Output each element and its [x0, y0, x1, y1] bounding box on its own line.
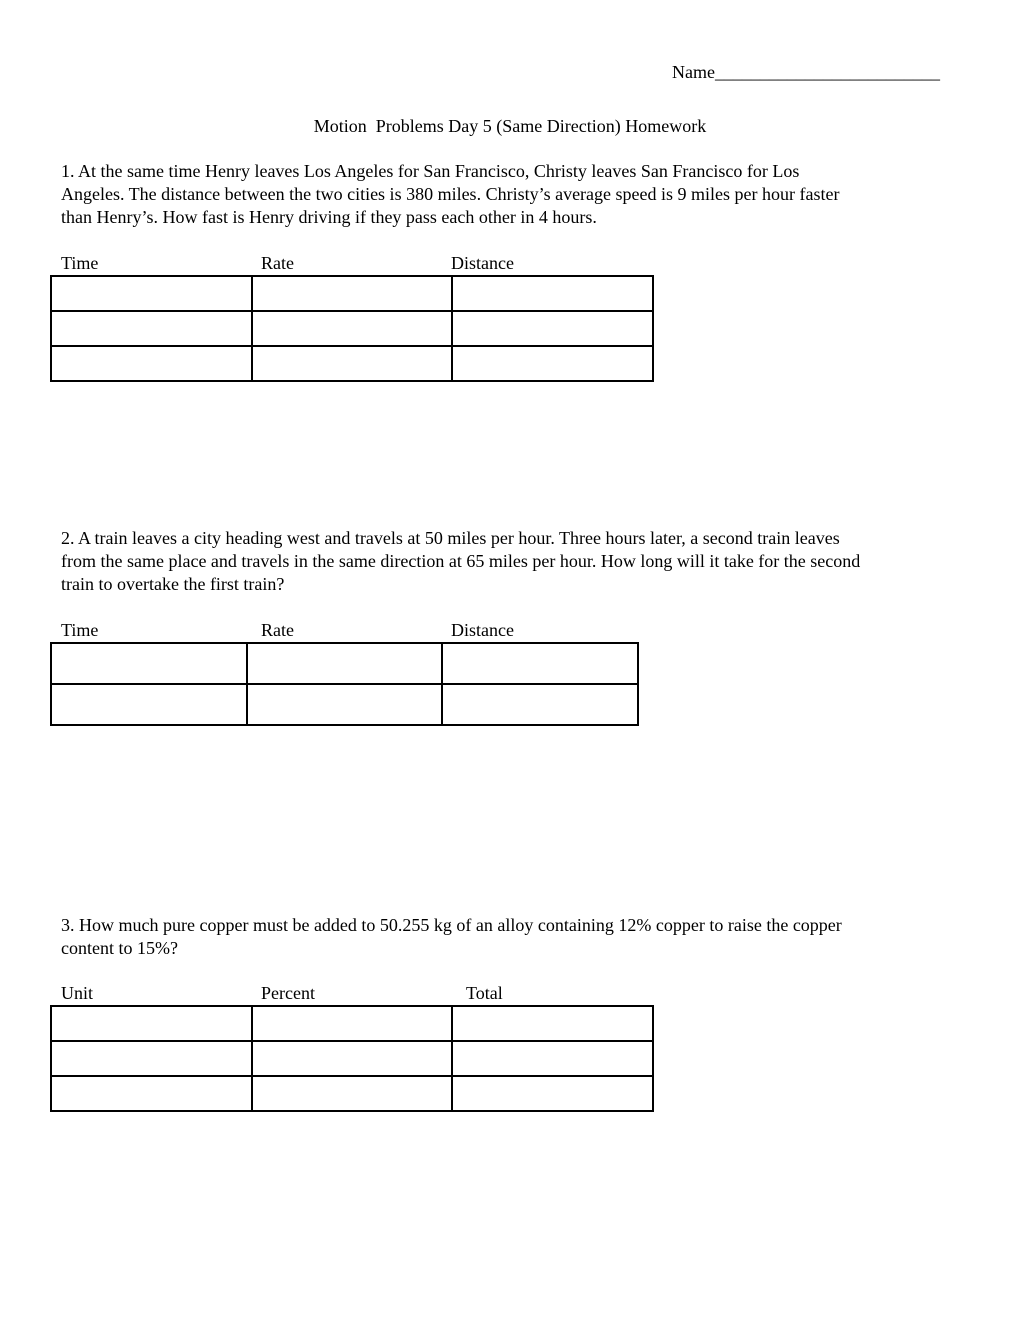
table-row	[51, 1006, 653, 1041]
question-3-column-headers	[61, 982, 661, 1005]
table-cell[interactable]	[442, 684, 638, 725]
page-title: Motion Problems Day 5 (Same Direction) Homework	[313, 116, 707, 136]
question-3-answer-table	[50, 1005, 654, 1112]
table-cell[interactable]	[252, 311, 453, 346]
table-cell[interactable]	[442, 643, 638, 684]
table-cell[interactable]	[452, 311, 653, 346]
table-cell[interactable]	[247, 643, 443, 684]
table-row	[51, 684, 638, 725]
table-cell[interactable]	[252, 1006, 453, 1041]
question-3-text: 3. How much pure copper must be added to 50.255 kg of an alloy containing 12% copper to raise the copper content to 15%?	[61, 915, 842, 958]
table-cell[interactable]	[51, 1041, 252, 1076]
column-header-time: Time	[61, 253, 99, 273]
table-cell[interactable]	[252, 346, 453, 381]
question-2-column-headers	[61, 619, 661, 642]
table-row	[51, 276, 653, 311]
table-cell[interactable]	[452, 1041, 653, 1076]
table-cell[interactable]	[452, 1006, 653, 1041]
question-2-text: 2. A train leaves a city heading west and travels at 50 miles per hour. Three hours later, a second train leaves from the same place and travels in the same direction at 65 miles per hour. How long will it take for the second train to overtake the first train?	[61, 528, 861, 594]
table-cell[interactable]	[452, 276, 653, 311]
question-1-column-headers	[61, 252, 661, 275]
table-row	[51, 1076, 653, 1111]
table-cell[interactable]	[452, 346, 653, 381]
column-header-rate: Rate	[261, 620, 294, 640]
table-cell[interactable]	[252, 1076, 453, 1111]
table-cell[interactable]	[252, 276, 453, 311]
table-cell[interactable]	[51, 346, 252, 381]
column-header-rate: Rate	[261, 253, 294, 273]
table-cell[interactable]	[51, 276, 252, 311]
question-1-answer-table	[50, 275, 654, 382]
table-cell[interactable]	[452, 1076, 653, 1111]
column-header-percent: Percent	[261, 983, 315, 1003]
question-1-text: 1. At the same time Henry leaves Los Angeles for San Francisco, Christy leaves San Francisco for Los Angeles. The distance between the two cities is 380 miles. Christy’s average speed is 9 miles per hour faster than Henry’s. How fast is Henry driving if they pass each other in 4 hours.	[61, 161, 840, 227]
question-2-answer-table	[50, 642, 639, 726]
table-cell[interactable]	[247, 684, 443, 725]
table-cell[interactable]	[51, 1006, 252, 1041]
table-cell[interactable]	[252, 1041, 453, 1076]
table-cell[interactable]	[51, 684, 247, 725]
column-header-distance: Distance	[451, 253, 514, 273]
column-header-total: Total	[466, 983, 503, 1003]
name-field-label: Name_________________________	[672, 62, 940, 82]
table-cell[interactable]	[51, 311, 252, 346]
table-row	[51, 311, 653, 346]
column-header-distance: Distance	[451, 620, 514, 640]
table-row	[51, 1041, 653, 1076]
table-cell[interactable]	[51, 1076, 252, 1111]
table-cell[interactable]	[51, 643, 247, 684]
column-header-time: Time	[61, 620, 99, 640]
table-row	[51, 643, 638, 684]
table-row	[51, 346, 653, 381]
column-header-unit: Unit	[61, 983, 94, 1003]
